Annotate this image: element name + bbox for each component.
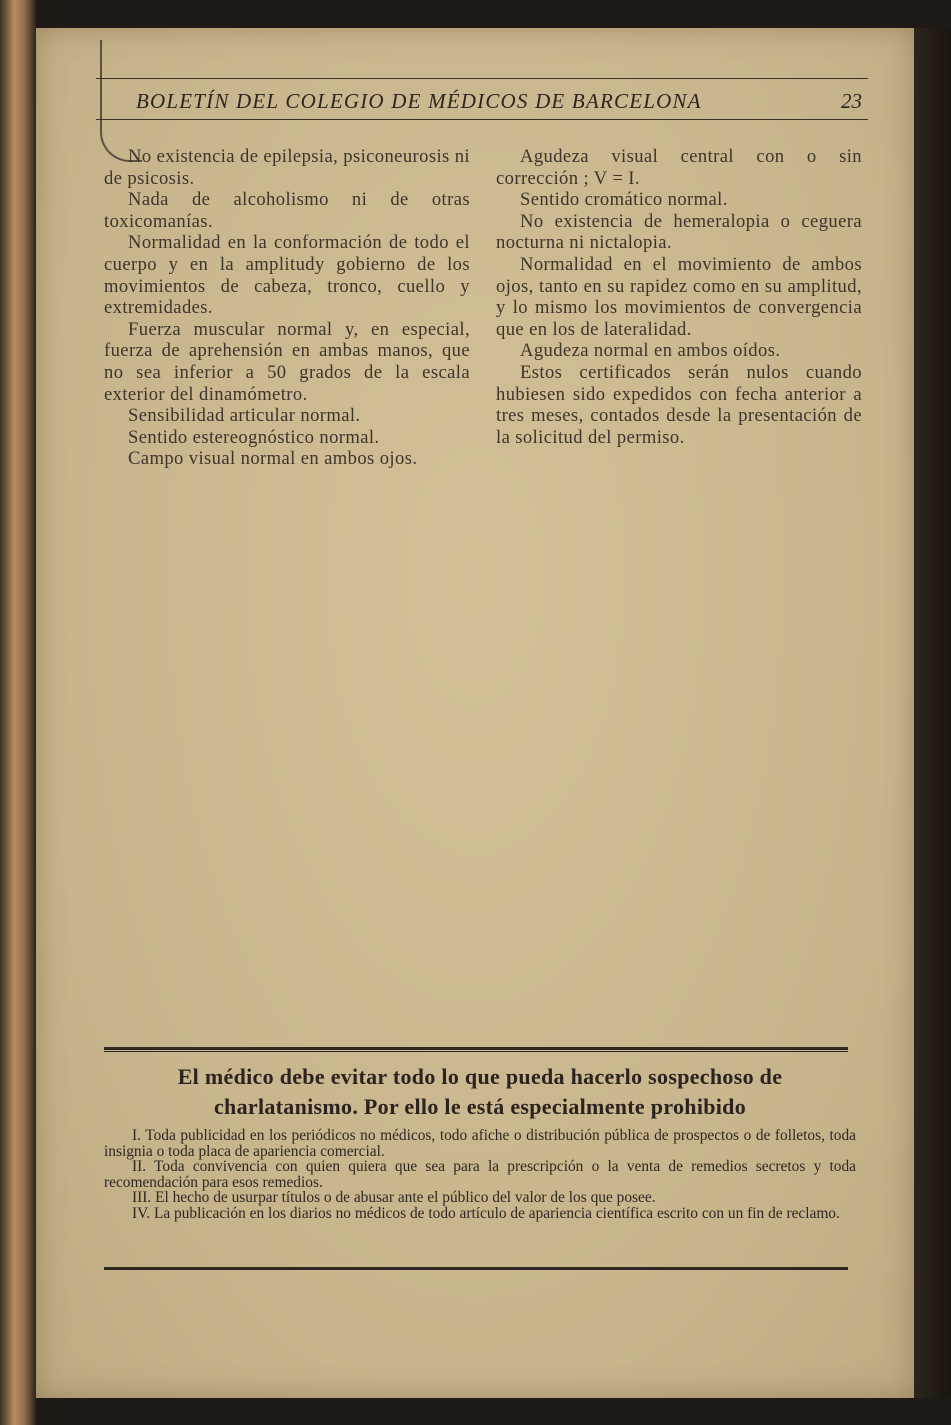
notice-item: II. Toda convivencia con quien quiera que sea para la prescripción o la venta de remedios secretos y toda recomendación para esos remedios. <box>104 1158 856 1191</box>
right-column <box>496 146 862 448</box>
paragraph: Nada de alcoholismo ni de otras toxicomanías. <box>104 189 470 232</box>
paragraph: Agudeza normal en ambos oídos. <box>520 340 781 362</box>
paragraph: No existencia de hemeralopia o ceguera nocturna ni nictalopia. <box>496 210 862 254</box>
notice-item: IV. La publicación en los diarios no médicos de todo artículo de apariencia científica escrito con un fin de reclamo. <box>132 1204 840 1222</box>
paragraph: Sentido cromático normal. <box>520 189 728 211</box>
notice-item: I. Toda publicidad en los periódicos no médicos, todo afiche o distribución pública de prospectos o de folletos, toda insignia o toda placa de apariencia comercial. <box>104 1127 856 1160</box>
notice-top-rule <box>104 1047 848 1050</box>
left-column <box>104 146 470 470</box>
paragraph: Normalidad en el movimiento de ambos ojos, tanto en su rapidez como en su amplitud, y lo mismo los movimientos de convergencia que en los de lateralidad. <box>496 253 862 340</box>
paragraph: Sentido estereognóstico normal. <box>128 426 380 448</box>
book-binding <box>0 0 36 1425</box>
notice-heading: El médico debe evitar todo lo que pueda hacerlo sospechoso de charlatanismo. Por ello le está especialmente prohibido <box>177 1064 783 1119</box>
notice-top-rule-thin <box>104 1051 848 1052</box>
notice-list <box>104 1128 856 1222</box>
paragraph: Estos certificados serán nulos cuando hubiesen sido expedidos con fecha anterior a tres meses, contados desde la presentación de la solicitud del permiso. <box>496 361 862 448</box>
notice-bottom-rule <box>104 1267 848 1270</box>
page-edge-shadow <box>914 28 951 1398</box>
paragraph: Campo visual normal en ambos ojos. <box>128 448 418 470</box>
paragraph: Normalidad en la conformación de todo el cuerpo y en la amplitudy gobierno de los movimientos de cabeza, tronco, cuello y extremidades. <box>104 232 470 319</box>
paragraph: No existencia de epilepsia, psiconeurosis ni de psicosis. <box>104 146 470 189</box>
notice-item: III. El hecho de usurpar títulos o de abusar ante el público del valor de los que posee. <box>132 1189 656 1207</box>
page-number: 23 <box>841 89 862 113</box>
paragraph: Sensibilidad articular normal. <box>128 405 361 427</box>
paragraph: Agudeza visual central con o sin corrección ; V = I. <box>496 146 862 189</box>
paragraph: Fuerza muscular normal y, en especial, fuerza de aprehensión en ambas manos, que no sea inferior a 50 grados de la escala exterior del dinamómetro. <box>104 318 470 405</box>
running-header <box>96 78 868 120</box>
journal-title: BOLETÍN DEL COLEGIO DE MÉDICOS DE BARCELONA <box>136 89 702 113</box>
